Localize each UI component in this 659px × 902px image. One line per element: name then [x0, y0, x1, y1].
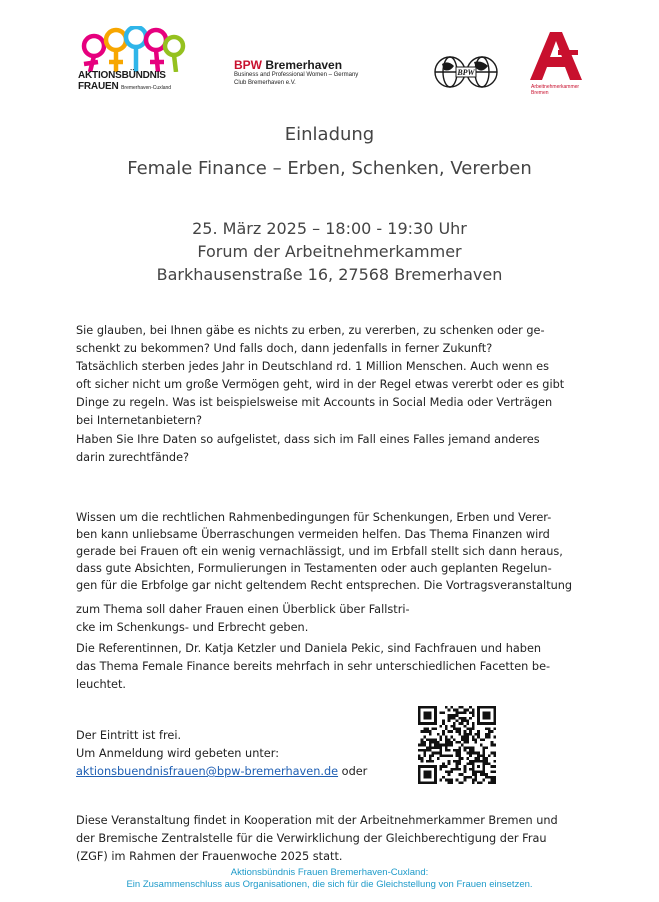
text-line: (ZGF) im Rahmen der Frauenwoche 2025 statt. [76, 850, 343, 863]
text-line: ben kann unliebsame Überraschungen vermeiden helfen. Das Thema Finanzen wird [76, 528, 550, 541]
footer-line1: Aktionsbündnis Frauen Bremerhaven-Cuxland: [230, 867, 429, 878]
qr-code-icon [418, 706, 496, 784]
aktion-logo-line1: AKTIONSBÜNDNIS [78, 70, 166, 81]
arbeitnehmerkammer-logo [528, 30, 586, 96]
text-line: Haben Sie Ihre Daten so aufgelistet, dass sich im Fall eines Falles jemand anderes [76, 433, 540, 446]
text-line: Dinge zu regeln. Was ist beispielsweise mit Accounts in Social Media oder Verträgen [76, 396, 553, 409]
paragraph-facts [76, 358, 596, 430]
text-line: Sie glauben, bei Ihnen gäbe es nichts zu erben, zu vererben, zu schenken oder ge- [76, 324, 545, 337]
bpw-logo [234, 58, 384, 98]
event-venue: Forum der Arbeitnehmerkammer [197, 242, 462, 261]
paragraph-speakers [76, 640, 596, 694]
paragraph-cooperation [76, 812, 596, 866]
text-line: bei Internetanbietern? [76, 414, 203, 427]
text-line: zum Thema soll daher Frauen einen Überblick über Fallstri- [76, 603, 410, 616]
aktion-logo-line2: FRAUEN [78, 81, 119, 92]
women-symbols-logo-icon [76, 26, 188, 72]
text-line: Die Referentinnen, Dr. Katja Ketzler und Daniela Pekic, sind Fachfrauen und haben [76, 642, 542, 655]
text-line: Wissen um die rechtlichen Rahmenbedingungen für Schenkungen, Erben und Verer- [76, 511, 552, 524]
text-line: dass gute Absichten, Formulierungen in Testamenten oder auch geplanten Regelun- [76, 562, 552, 575]
aktionsbuendnis-logo [76, 26, 188, 100]
paragraph-overview [76, 601, 596, 637]
text-line: schenkt zu bekommen? Und falls doch, dann jedenfalls in ferner Zukunft? [76, 342, 493, 355]
entry-free-text: Der Eintritt ist frei. [76, 729, 182, 742]
globe-logo [434, 52, 498, 92]
globe-logo-label: BPW [457, 68, 475, 77]
qr-code[interactable] [418, 706, 496, 784]
text-line: das Thema Female Finance bereits mehrfach in sehr unterschiedlichen Facetten be- [76, 660, 551, 673]
bpw-sub1: Business and Professional Women – Germany [234, 72, 359, 78]
bpw-sub2: Club Bremerhaven e.V. [234, 79, 296, 86]
text-line: cke im Schenkungs- und Erbrecht geben. [76, 621, 309, 634]
text-line: Diese Veranstaltung findet in Kooperation mit der Arbeitnehmerkammer Bremen und [76, 814, 558, 827]
or-text: oder [338, 765, 368, 778]
ak-caption-line1: Arbeitnehmerkammer [531, 84, 580, 90]
text-line: leuchtet. [76, 678, 127, 691]
ak-letter-logo-icon [528, 30, 586, 84]
registration-email-link[interactable]: aktionsbuendnisfrauen@bpw-bremerhaven.de [76, 765, 339, 778]
globe-logo-icon [434, 52, 498, 92]
paragraph-question [76, 431, 596, 467]
text-line: Tatsächlich sterben jedes Jahr in Deutschland rd. 1 Million Menschen. Auch wenn es [76, 360, 550, 373]
text-line: gen für die Erbfolge gar nicht geltendem Recht entsprechen. Die Vortragsveranstaltung [76, 579, 573, 592]
invitation-heading: Einladung [284, 124, 375, 145]
event-title: Female Finance – Erben, Schenken, Vererben [127, 158, 532, 179]
ak-caption-line2: Bremen [531, 90, 549, 96]
bpw-title: Bremerhaven [265, 58, 343, 72]
event-address: Barkhausenstraße 16, 27568 Bremerhaven [156, 265, 503, 284]
text-line: darin zurechtfände? [76, 451, 190, 464]
paragraph-knowledge [76, 509, 596, 594]
text-line: oft sicher nicht um große Vermögen geht, wird in der Regel etwas vererbt oder es gibt [76, 378, 565, 391]
aktion-logo-sub: Bremerhaven-Cuxland [121, 85, 172, 91]
paragraph-intro [76, 322, 596, 358]
registration-text: Um Anmeldung wird gebeten unter: [76, 747, 280, 760]
text-line: gerade bei Frauen oft ein wenig vernachlässigt, und im Erbfall stellt sich dann heraus, [76, 545, 563, 558]
registration-info [76, 727, 596, 781]
footer-line2: Ein Zusammenschluss aus Organisationen, die sich für die Gleichstellung von Frauen einsetzen. [126, 879, 533, 890]
text-line: der Bremische Zentralstelle für die Verwirklichung der Gleichberechtigung der Frau [76, 832, 547, 845]
footer [0, 867, 659, 891]
event-date: 25. März 2025 – 18:00 - 19:30 Uhr [192, 219, 467, 238]
bpw-brand: BPW [234, 58, 262, 72]
